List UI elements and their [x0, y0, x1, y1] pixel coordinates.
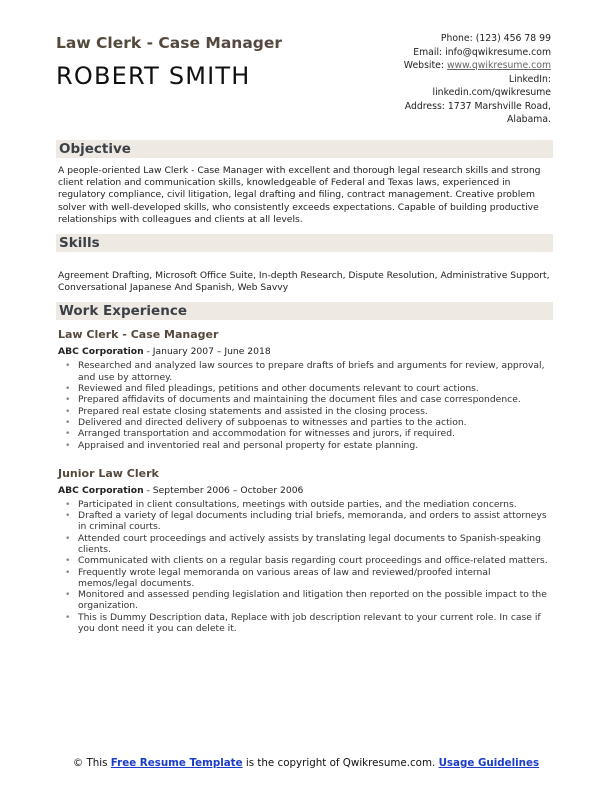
job-bullets [56, 360, 553, 450]
job-title: Junior Law Clerk [58, 466, 159, 480]
bullet-item: • Prepared affidavits of documents and maintaining the document files and case correspondence. [56, 394, 553, 405]
bullet-item: • Frequently wrote legal memoranda on various areas of law and reviewed/proofed internal memos/legal documents. [56, 567, 553, 590]
contact-info [351, 32, 551, 127]
resume-page [56, 0, 553, 634]
job-dates: - September 2006 – October 2006 [143, 484, 304, 496]
bullet-item: • Reviewed and filed pleadings, petitions and other documents relevant to court actions. [56, 383, 553, 394]
bullet-item: • Drafted a variety of legal documents including trial briefs, memoranda, and orders to assist attorneys in criminal courts. [56, 510, 553, 533]
job-list [56, 328, 553, 634]
job-title: Law Clerk - Case Manager [56, 34, 283, 52]
candidate-name: ROBERT SMITH [56, 62, 251, 90]
company-name: ABC Corporation [58, 484, 144, 496]
resume-header [56, 0, 553, 132]
bullet-item: • Prepared real estate closing statements and assisted in the closing process. [56, 406, 553, 417]
company-line [56, 346, 553, 357]
bullet-item: • Appraised and inventoried real and personal property for estate planning. [56, 440, 553, 451]
skills-text: Agreement Drafting, Microsoft Office Suite, In-depth Research, Dispute Resolution, Administrative Support, Conversational Japanese And Spanish, Web Savvy [58, 270, 550, 294]
company-line [56, 485, 553, 496]
company-name: ABC Corporation [58, 346, 144, 358]
experience-heading: Work Experience [56, 302, 553, 320]
skills-heading: Skills [56, 234, 553, 252]
bullet-item: • This is Dummy Description data, Replace with job description relevant to your current role. In case if you dont need it you can delete it. [56, 612, 553, 635]
usage-guidelines-link[interactable]: Usage Guidelines [438, 757, 540, 769]
bullet-item: • Researched and analyzed law sources to prepare drafts of briefs and arguments for review, approval, and use by attorney. [56, 360, 553, 383]
linkedin-label: LinkedIn: [508, 73, 551, 85]
job-title: Law Clerk - Case Manager [58, 328, 219, 342]
bullet-item: • Monitored and assessed pending legislation and litigation then reported on the possible impact to the organization. [56, 589, 553, 612]
bullet-item: • Participated in client consultations, meetings with outside parties, and the mediation concerns. [56, 499, 553, 510]
bullet-item: • Communicated with clients on a regular basis regarding court proceedings and office-related matters. [56, 555, 553, 566]
address: Address: 1737 Marshville Road, [404, 100, 551, 112]
website-row [351, 59, 551, 73]
bullet-item: • Arranged transportation and accommodation for witnesses and jurors, if required. [56, 428, 553, 439]
bullet-item: • Attended court proceedings and actively assists by translating legal documents to Spanish-speaking clients. [56, 533, 553, 556]
website-link[interactable]: www.qwikresume.com [446, 60, 551, 71]
free-template-link[interactable]: Free Resume Template [110, 757, 243, 769]
bullet-item: • Delivered and directed delivery of subpoenas to witnesses and parties to the action. [56, 417, 553, 428]
footer-middle: is the copyright of Qwikresume.com. [242, 757, 439, 769]
job-bullets [56, 499, 553, 635]
job-dates: - January 2007 – June 2018 [143, 346, 271, 358]
objective-heading: Objective [56, 140, 553, 158]
linkedin: linkedin.com/qwikresume [432, 87, 551, 98]
footer-prefix: © This [72, 757, 111, 769]
objective-text: A people-oriented Law Clerk - Case Manager with excellent and thorough legal research skills and strong client relation and communication skills, knowledgeable of Federal and Texas laws, experienced in regulatory compliance, civil litigation, legal drafting and filing, contract management. Creative problem solver with well-developed skills, who consistently exceeds expectations. Capable of building productive relationships with colleagues and clients at all levels. [58, 165, 541, 225]
email: Email: info@qwikresume.com [413, 46, 551, 58]
website-label: Website: [403, 60, 447, 71]
address-line2: Alabama. [507, 114, 551, 125]
phone: Phone: (123) 456 78 99 [440, 33, 551, 44]
footer [0, 757, 612, 770]
